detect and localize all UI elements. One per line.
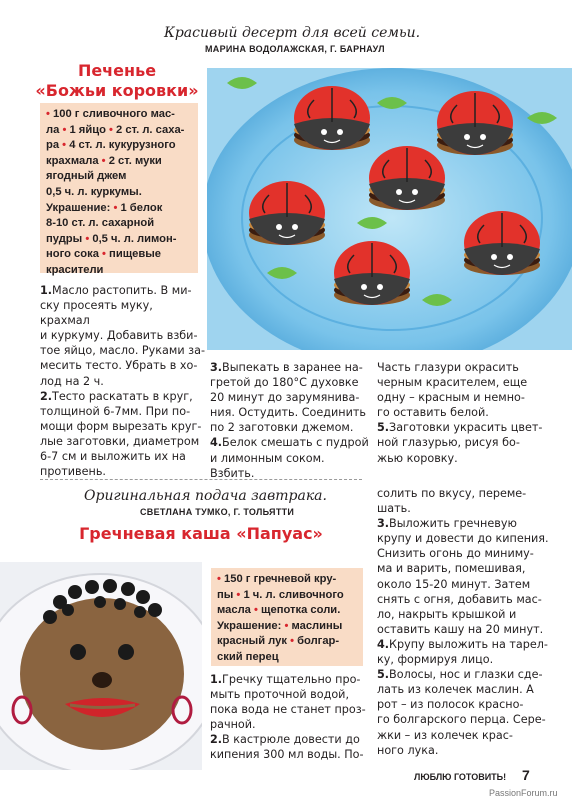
recipe2-steps-col2 [210,672,372,763]
recipe2-ingredients [211,568,363,666]
step-number: 1. [210,673,223,686]
bullet-icon: • [254,604,258,617]
ingredient-line: 8-10 ст. л. сахарной [46,217,155,230]
recipe-step [377,420,549,465]
recipe1-author: МАРИНА ВОДОЛАЖСКАЯ, Г. БАРНАУЛ [205,44,385,54]
ingredient-line: крахмала • 2 ст. муки [46,154,162,167]
ingredient-line: красный лук • болгар- [217,635,340,648]
bullet-icon: • [236,588,241,601]
step-text: Тесто раскатать в круг, толщиной 6-7мм. При по- мощи форм вырезать круг- лые заготовки, диаметром 6-7 см и выложить их на противень. [40,389,202,479]
bullet-icon: • [85,232,90,245]
ingredient-line: красители [46,263,104,276]
ingredient-line: • 150 г гречневой кру- [217,573,337,585]
bullet-icon: • [290,635,294,648]
ingredient-line: ра • 4 ст. л. кукурузного [46,139,176,152]
ingredient-line: 0,5 ч. л. куркумы. [46,185,142,198]
recipe2-title: Гречневая каша «Папуас» [79,524,323,543]
step-number: 3. [210,361,223,374]
recipe1-steps-col3 [377,360,549,466]
step-text: Крупу выложить на тарел- ку, формируя лицо. [377,637,548,667]
recipe2-steps-col3 [377,486,549,758]
step-text: Масло растопить. В ми- ску просеять муку, крахмал и куркуму. Добавить взби- тое яйцо, масло. Руками за- месить тесто. Убрать в хо- лод на 2 ч. [40,284,206,388]
step-text: Выложить гречневую крупу и довести до кипения. Снизить огонь до миниму- ма и варить, помешивая, около 15-20 минут. Затем снять с огня, добавить мас- ло, накрыть крышкой и оставить кашу на 20 минут. [377,517,549,636]
recipe-step [377,486,549,516]
buckwheat-face-photo [0,562,202,770]
recipe1-title-line2: «Божьи коровки» [35,81,199,100]
step-text: Выпекать в заранее на- гретой до 180°С духовке 20 минут до зарумянива- ния. Остудить. Соединить по 2 заготовки джемом. [210,361,366,435]
recipe2-kicker: Оригинальная подача завтрака. [84,488,327,504]
bullet-icon: • [62,139,67,152]
recipe1-steps-col2 [210,360,372,481]
step-number: 1. [40,284,53,297]
ingredient-line: ягодный джем [46,170,127,183]
recipe-step [40,283,206,389]
bullet-icon: • [284,619,289,632]
bullet-icon: • [101,154,106,167]
ingredient-line: Украшение: • 1 белок [46,201,163,214]
step-number: 3. [377,517,390,531]
recipe2-author: СВЕТЛАНА ТУМКО, Г. ТОЛЬЯТТИ [140,507,295,517]
step-text: Заготовки украсить цвет- ной глазурью, рисуя бо- жью коровку. [377,421,543,465]
step-number: 4. [377,637,390,651]
watermark: PassionForum.ru [489,788,558,798]
ingredient-line: ла • 1 яйцо • 2 ст. л. саха- [46,123,185,136]
step-text: Волосы, нос и глазки сде- лать из колечек маслин. А рот – из полосок красно- го болгарского перца. Сере- жки – из колечек крас- ного лука. [377,668,546,757]
bullet-icon: • [217,573,225,585]
bullet-icon: • [62,123,67,136]
page-number: 7 [522,767,530,783]
step-number: 5. [377,668,390,682]
bullet-icon: • [46,108,54,120]
bullet-icon: • [109,123,113,136]
recipe1-kicker: Красивый десерт для всей семьи. [164,25,421,41]
recipe1-title [28,61,206,101]
recipe-step [210,732,372,762]
step-number: 5. [377,421,390,435]
ingredient-line: Украшение: • маслины [217,619,343,632]
step-number: 4. [210,436,223,450]
recipe-step [377,360,549,420]
recipe-step [377,516,549,637]
recipe1-title-line1: Печенье [77,61,157,80]
recipe-step [377,637,549,667]
ingredient-line: пудры • 0,5 ч. л. лимон- [46,232,177,245]
recipe-step [377,667,549,758]
step-text: В кастрюле довести до кипения 300 мл воды. По- [210,733,364,762]
recipe-step [210,360,372,435]
step-text: Часть глазури окрасить черным красителем, еще одну – красным и немно- го оставить белой. [377,361,528,420]
bullet-icon: • [113,201,118,214]
magazine-name: ЛЮБЛЮ ГОТОВИТЬ! [414,772,507,782]
step-number: 2. [40,389,53,403]
ingredient-line: ного сока • пищевые [46,248,162,261]
ingredient-line: ский перец [217,650,279,663]
recipe-step [210,435,372,480]
recipe1-ingredients [40,103,198,276]
ladybug-cookies-photo [207,68,572,350]
recipe-step [40,389,206,480]
ingredient-line: масла • щепотка соли. [217,604,341,617]
recipe-step [210,672,372,732]
step-text: солить по вкусу, переме- шать. [377,487,527,516]
ingredient-line: пы • 1 ч. л. сливочного [217,588,344,601]
section-divider [40,479,362,480]
bullet-icon: • [102,248,106,261]
recipe1-steps-col1 [40,283,206,479]
ingredient-line: • 100 г сливочного мас- [46,108,175,120]
step-text: Гречку тщательно про- мыть проточной водой, пока вода не станет проз- рачной. [210,673,366,732]
step-number: 2. [210,733,223,747]
step-text: Белок смешать с пудрой и лимонным соком. Взбить. [210,436,369,480]
